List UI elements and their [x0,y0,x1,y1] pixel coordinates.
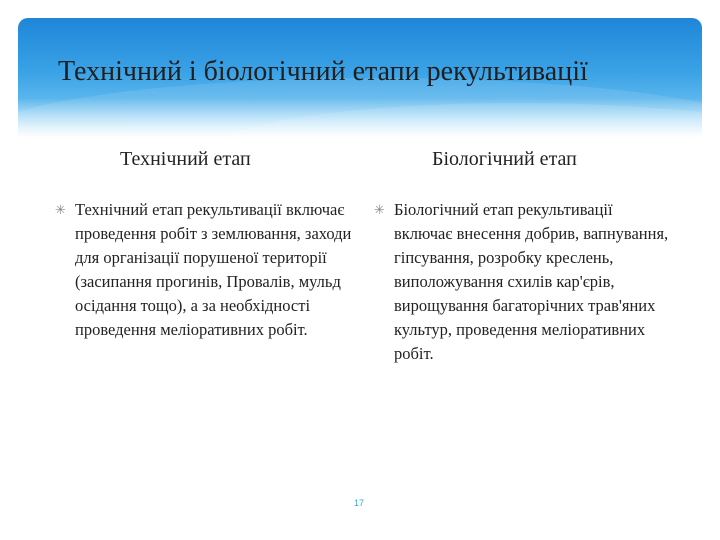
header-fade [18,98,702,138]
list-item [374,198,674,366]
asterisk-icon: ✳ [374,203,385,218]
right-column-text: Біологічний етап рекультивації включає внесення добрив, вапнування, гіпсування, розробку креслень, виположування схилів кар'єрів, вирощування багаторічних трав'яних культур, проведення меліоративних робіт. [394,200,669,363]
left-column-heading: Технічний етап [120,148,251,170]
page-number: 17 [354,498,365,508]
asterisk-icon: ✳ [55,203,66,218]
right-column-heading: Біологічний етап [432,148,577,170]
list-item [55,198,355,342]
slide-title: Технічний і біологічний етапи рекультивації [58,56,588,87]
left-column-text: Технічний етап рекультивації включає проведення робіт з землювання, заходи для організації порушеної території (засипання прогинів, Провалів, мульд осідання тощо), а за необхідності проведення меліоративних робіт. [75,200,352,339]
left-column-list [55,198,355,342]
right-column-list [374,198,674,366]
